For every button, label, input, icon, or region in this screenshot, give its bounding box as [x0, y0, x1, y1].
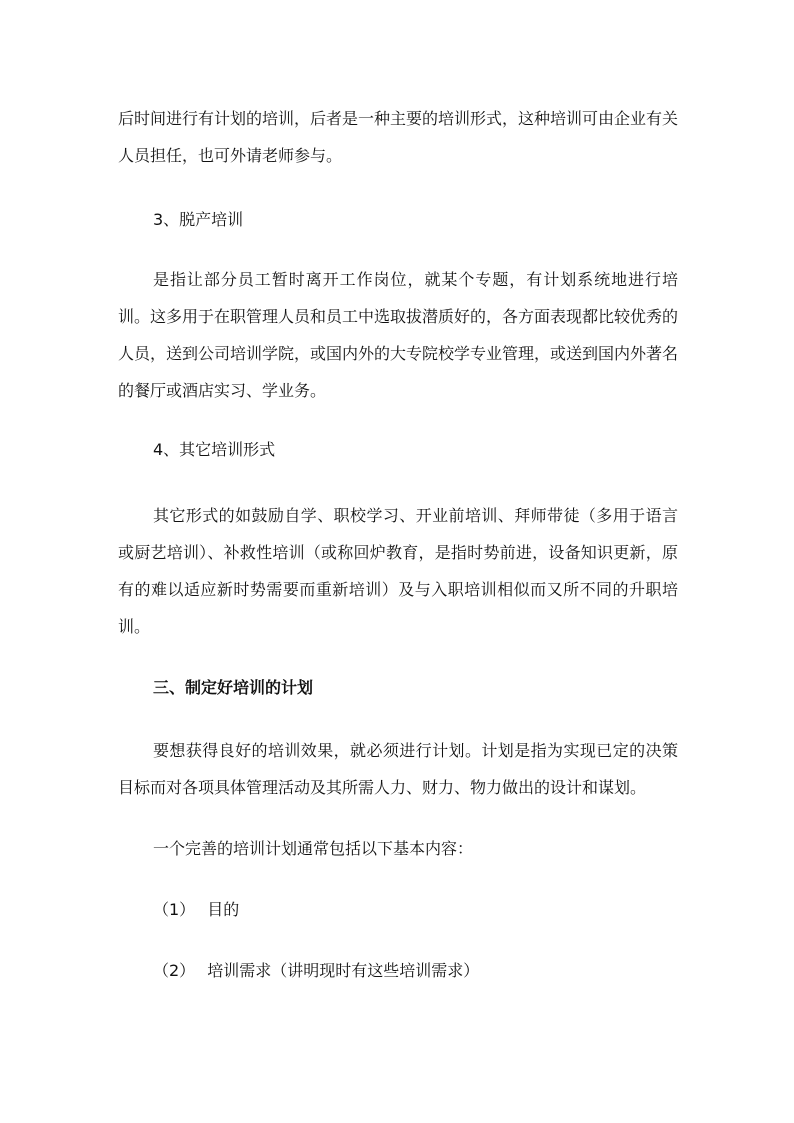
- paragraph-on-the-job-training-end: 后时间进行有计划的培训，后者是一种主要的培训形式，这种培训可由企业有关人员担任，也可外请老师参与。: [118, 109, 679, 165]
- list-item-text: 目的: [207, 900, 240, 919]
- list-item-label: （2）: [153, 961, 196, 980]
- paragraph-plan-contents-intro: 一个完善的培训计划通常包括以下基本内容：: [153, 839, 474, 858]
- paragraph-off-the-job-training: 是指让部分员工暂时离开工作岗位，就某个专题，有计划系统地进行培训。这多用于在职管理人员和员工中选取拔潜质好的，各方面表现都比较优秀的人员，送到公司培训学院，或国内外的大专院校学专业管理，或送到国内外著名的餐厅或酒店实习、学业务。: [118, 270, 679, 400]
- list-item-text: 培训需求（讲明现时有这些培训需求）: [207, 961, 480, 980]
- list-item-training-needs: [118, 952, 678, 989]
- list-item-label: （1）: [153, 900, 196, 919]
- heading-other-training-forms: 4、其它培训形式: [153, 440, 276, 459]
- list-item-purpose: [118, 891, 678, 928]
- paragraph-training-plan-definition: 要想获得良好的培训效果，就必须进行计划。计划是指为实现已定的决策目标而对各项具体管理活动及其所需人力、财力、物力做出的设计和谋划。: [118, 741, 678, 797]
- paragraph-other-training-forms: 其它形式的如鼓励自学、职校学习、开业前培训、拜师带徒（多用于语言或厨艺培训）、补救性培训（或称回炉教育，是指时势前进，设备知识更新，原有的难以适应新时势需要而重新培训）及与入职培训相似而又所不同的升职培训。: [118, 506, 678, 636]
- heading-off-the-job-training: 3、脱产培训: [153, 210, 244, 229]
- document-body: [118, 100, 678, 989]
- section-title-training-plan: 三、制定好培训的计划: [153, 678, 314, 697]
